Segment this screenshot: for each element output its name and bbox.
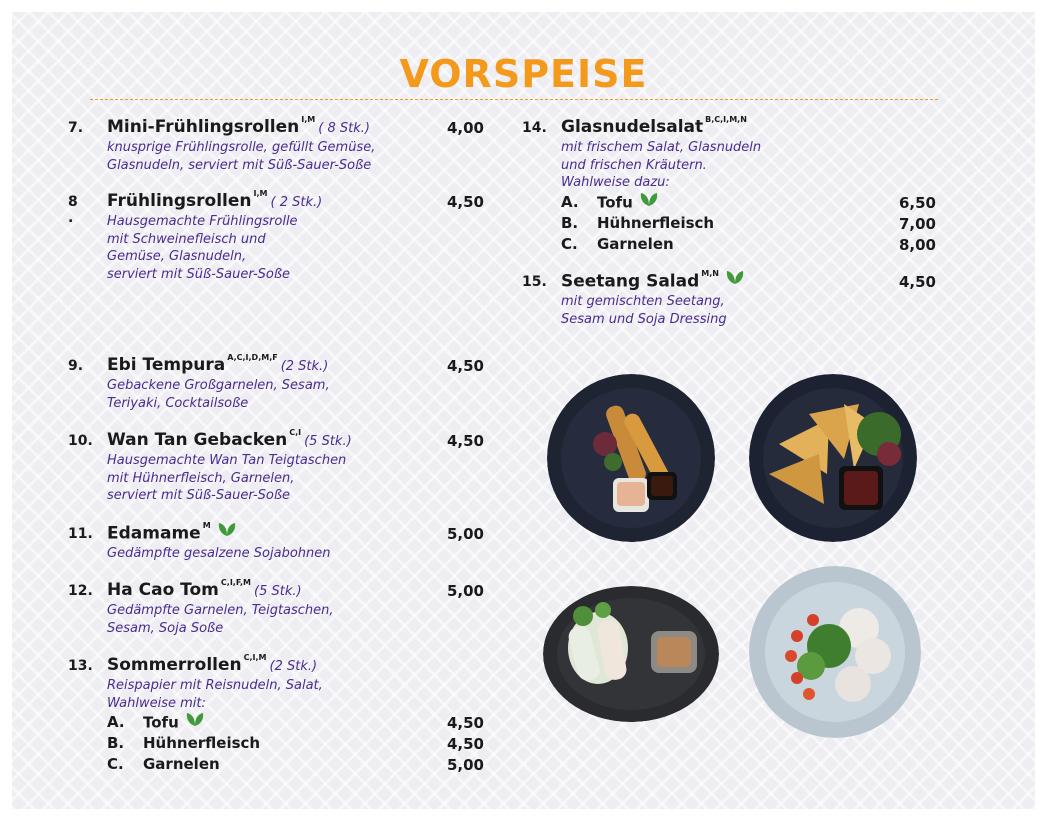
item-name: Sommerrollen $^{C,I,M}$(2 Stk.): [107, 653, 318, 675]
option-label: Hühnerfleisch: [143, 734, 261, 752]
item-quantity: (2 Stk.): [280, 359, 329, 374]
item-price: 4,50: [446, 357, 484, 375]
option-label: Hühnerfleisch: [597, 214, 715, 232]
item-allergens: C,I,M: [243, 653, 267, 662]
item-description: Hausgemachte Wan Tan Teigtaschen mit Hühnerfleisch, Garnelen, serviert mit Süß-Sauer-Soße: [107, 453, 347, 503]
option-letter: A.: [561, 193, 579, 211]
item-number: 15.: [522, 274, 547, 290]
option-price: 4,50: [446, 714, 484, 732]
item-price: 4,50: [446, 432, 484, 450]
option-letter: C.: [561, 235, 578, 253]
seetang-salad-photo: [749, 566, 921, 738]
item-allergens: M,N: [701, 269, 719, 278]
item-description: Hausgemachte Frühlingsrolle mit Schweinefleisch und Gemüse, Glasnudeln, serviert mit Süß-Sauer-Soße: [107, 214, 298, 282]
item-name: Glasnudelsalat $^{B,C,I,M,N}$: [561, 115, 747, 137]
option-price: 6,50: [898, 194, 936, 212]
item-description: Gedämpfte Garnelen, Teigtaschen, Sesam, Soja Soße: [107, 603, 334, 636]
item-quantity: (2 Stk.): [269, 659, 318, 674]
item-description: knusprige Frühlingsrolle, gefüllt Gemüse, Glasnudeln, serviert mit Süß-Sauer-Soße: [107, 140, 376, 173]
item-name: Mini-Frühlingsrollen $^{I,M}$( 8 Stk.): [107, 115, 370, 137]
item-allergens: A,C,I,D,M,F: [227, 353, 278, 362]
option-price: 8,00: [898, 236, 936, 254]
vegan-leaf-icon: [725, 269, 745, 290]
vegan-leaf-icon: [639, 191, 659, 211]
item-allergens: C,I: [289, 428, 302, 437]
item-description: mit frischem Salat, Glasnudeln und frischen Kräutern. Wahlweise dazu:: [561, 140, 762, 190]
item-price: 5,00: [446, 525, 484, 543]
item-allergens: B,C,I,M,N: [705, 115, 747, 124]
option-letter: A.: [107, 713, 125, 731]
title-divider: [90, 99, 938, 100]
item-price: 4,50: [898, 273, 936, 291]
item-number: 8 .: [68, 194, 78, 226]
item-allergens: I,M: [253, 189, 268, 198]
option-label: Tofu: [143, 713, 205, 733]
option-letter: C.: [107, 755, 124, 773]
item-name: Ha Cao Tom $^{C,I,F,M}$(5 Stk.): [107, 578, 302, 600]
section-title: VORSPEISE: [399, 52, 648, 96]
item-name: Seetang Salad $^{M,N}$: [561, 271, 745, 292]
item-quantity: ( 8 Stk.): [318, 121, 370, 136]
item-quantity: (5 Stk.): [304, 434, 352, 449]
item-allergens: C,I,F,M: [220, 578, 252, 587]
item-quantity: ( 2 Stk.): [270, 195, 323, 210]
item-price: 4,00: [446, 119, 484, 137]
option-label: Garnelen: [143, 755, 220, 773]
sommerrollen-photo: [543, 586, 719, 722]
item-allergens: M: [202, 521, 211, 530]
item-number: 14.: [522, 120, 547, 136]
item-price: 5,00: [446, 582, 484, 600]
item-description: Reispapier mit Reisnudeln, Salat, Wahlweise mit:: [107, 678, 323, 711]
item-name: Wan Tan Gebacken $^{C,I}$(5 Stk.): [107, 428, 352, 450]
item-number: 12.: [68, 583, 93, 599]
option-price: 7,00: [898, 215, 936, 233]
item-description: Gebackene Großgarnelen, Sesam, Teriyaki, Cocktailsoße: [107, 378, 330, 411]
item-number: 7.: [68, 120, 84, 136]
option-letter: B.: [561, 214, 579, 232]
item-name: Ebi Tempura $^{A,C,I,D,M,F}$(2 Stk.): [107, 353, 329, 375]
item-name: Frühlingsrollen $^{I,M}$( 2 Stk.): [107, 189, 323, 211]
option-label: Tofu: [597, 193, 659, 213]
item-quantity: (5 Stk.): [254, 584, 302, 599]
option-price: 4,50: [446, 735, 484, 753]
menu-page: [12, 12, 1035, 809]
option-label: Garnelen: [597, 235, 674, 253]
item-number: 9.: [68, 358, 84, 374]
item-number: 13.: [68, 658, 93, 674]
item-allergens: I,M: [301, 115, 316, 124]
wan-tan-photo: [749, 374, 917, 542]
vegan-leaf-icon: [217, 521, 237, 542]
item-number: 10.: [68, 433, 93, 449]
item-price: 4,50: [446, 193, 484, 211]
item-description: Gedämpfte gesalzene Sojabohnen: [107, 546, 331, 561]
option-price: 5,00: [446, 756, 484, 774]
item-number: 11.: [68, 526, 93, 542]
ebi-tempura-photo: [547, 374, 715, 542]
item-description: mit gemischten Seetang, Sesam und Soja Dressing: [561, 294, 727, 327]
option-letter: B.: [107, 734, 125, 752]
vegan-leaf-icon: [185, 711, 205, 731]
item-name: Edamame $^M$: [107, 523, 237, 544]
